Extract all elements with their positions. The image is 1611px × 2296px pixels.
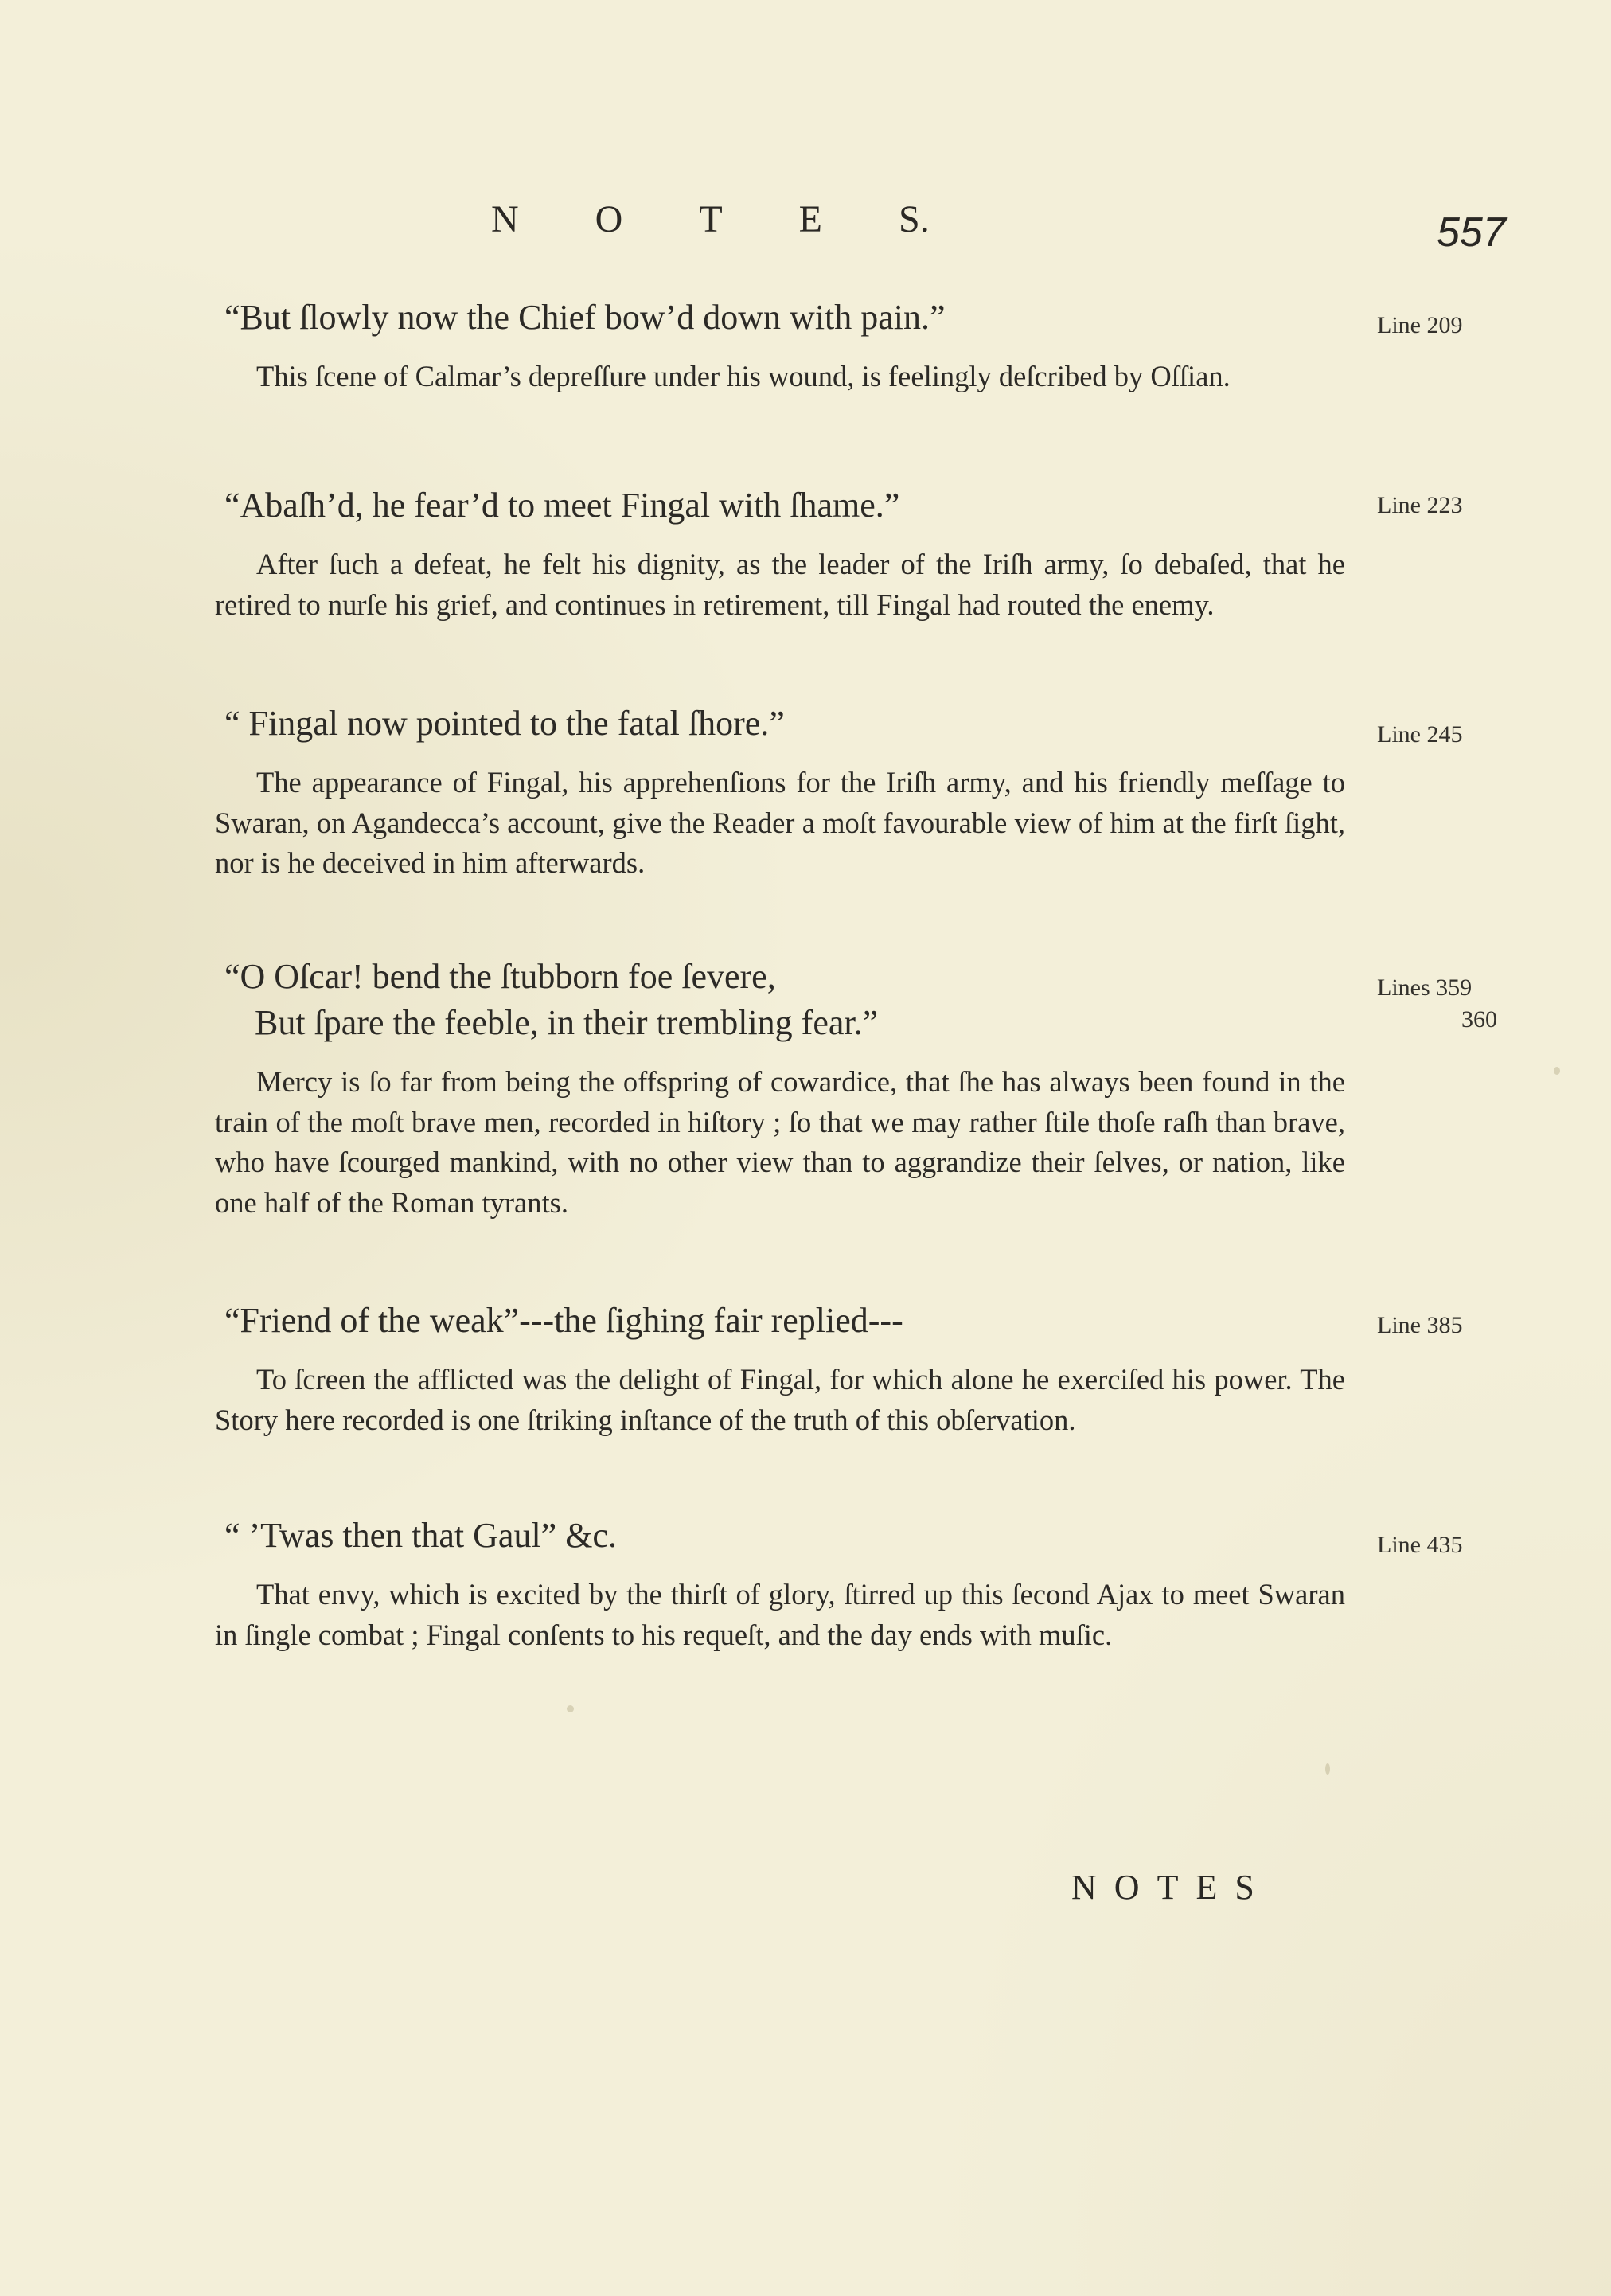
line-reference: Line 209 xyxy=(1377,312,1463,338)
quoted-verse: “Abaſh’d, he fear’d to meet Fingal with ſhame.” xyxy=(224,486,900,525)
ink-spot xyxy=(567,1705,574,1712)
catchword-letter: E xyxy=(1196,1868,1218,1907)
running-head-letter: O xyxy=(595,198,623,240)
running-head-letter: E xyxy=(798,198,822,240)
line-reference: Line 245 xyxy=(1377,721,1463,748)
line-reference: Line 385 xyxy=(1377,1312,1463,1338)
note-text: The appearance of Fingal, his apprehenſions for the Iriſh army, and his friendly meſſage to Swaran, on Agandecca’s account, give the Reader a moſt favourable view of him at the firſt ſight, nor is he deceived in him afterwards. xyxy=(215,766,1345,879)
quoted-verse-line: “O Oſcar! bend the ſtubborn foe ſevere, xyxy=(224,957,776,996)
page-number: 557 xyxy=(1437,209,1506,256)
note-entry xyxy=(215,1513,1345,1655)
quoted-verse: “Friend of the weak”---the ſighing fair replied--- xyxy=(224,1301,903,1340)
catchword-letter: O xyxy=(1114,1868,1140,1907)
quoted-verse xyxy=(224,954,1345,1046)
running-head-letter: N xyxy=(491,198,519,240)
note-text: To ſcreen the afflicted was the delight of Fingal, for which alone he exerciſed his power. The Story here recorded is one ſtriking inſtance of the truth of this obſervation. xyxy=(215,1363,1345,1436)
quoted-verse: “ ’Twas then that Gaul” &c. xyxy=(224,1516,617,1555)
line-reference xyxy=(1377,974,1497,1033)
running-head-letter: S. xyxy=(899,198,930,240)
quoted-verse-line: But ſpare the feeble, in their trembling fear.” xyxy=(255,1003,879,1042)
note-entry xyxy=(215,701,1345,884)
line-reference: Line 435 xyxy=(1377,1532,1463,1558)
note-text: After ſuch a defeat, he felt his dignity, as the leader of the Iriſh army, ſo debaſed, that he retired to nurſe his grief, and continues in retirement, till Fingal had routed the enemy. xyxy=(215,548,1345,621)
note-text: Mercy is ſo far from being the offspring of cowardice, that ſhe has always been found in the train of the moſt brave men, recorded in hiſtory ; ſo that we may rather ſtile thoſe raſh than brave, who have ſcourged mankind, with no other view than to aggrandize their ſelves, or nation, like one half of the Roman tyrants. xyxy=(215,1065,1345,1219)
line-reference-sub: 360 xyxy=(1461,1006,1497,1033)
running-head-letter: T xyxy=(699,198,723,240)
catchword-letter: S xyxy=(1235,1868,1254,1907)
ink-spot xyxy=(1325,1763,1330,1775)
line-reference: Line 223 xyxy=(1377,492,1463,518)
quoted-verse: “ Fingal now pointed to the fatal ſhore.” xyxy=(224,704,785,743)
catchword-letter: N xyxy=(1071,1868,1097,1907)
catchword-letter: T xyxy=(1157,1868,1179,1907)
note-entry xyxy=(215,954,1345,1223)
line-reference-label: Lines 359 xyxy=(1377,974,1473,1001)
note-entry xyxy=(215,295,1345,397)
note-entry xyxy=(215,482,1345,625)
note-entry xyxy=(215,1298,1345,1440)
note-text: That envy, which is excited by the thirſt of glory, ſtirred up this ſecond Ajax to meet Swaran in ſingle combat ; Fingal conſents to his requeſt, and the day ends with muſic. xyxy=(215,1578,1345,1651)
ink-spot xyxy=(1554,1067,1560,1075)
running-head xyxy=(491,197,1006,241)
quoted-verse: “But ſlowly now the Chief bow’d down with pain.” xyxy=(224,298,946,337)
note-text: This ſcene of Calmar’s depreſſure under his wound, is feelingly deſcribed by Oſſian. xyxy=(256,360,1231,392)
catchword xyxy=(1071,1867,1272,1907)
